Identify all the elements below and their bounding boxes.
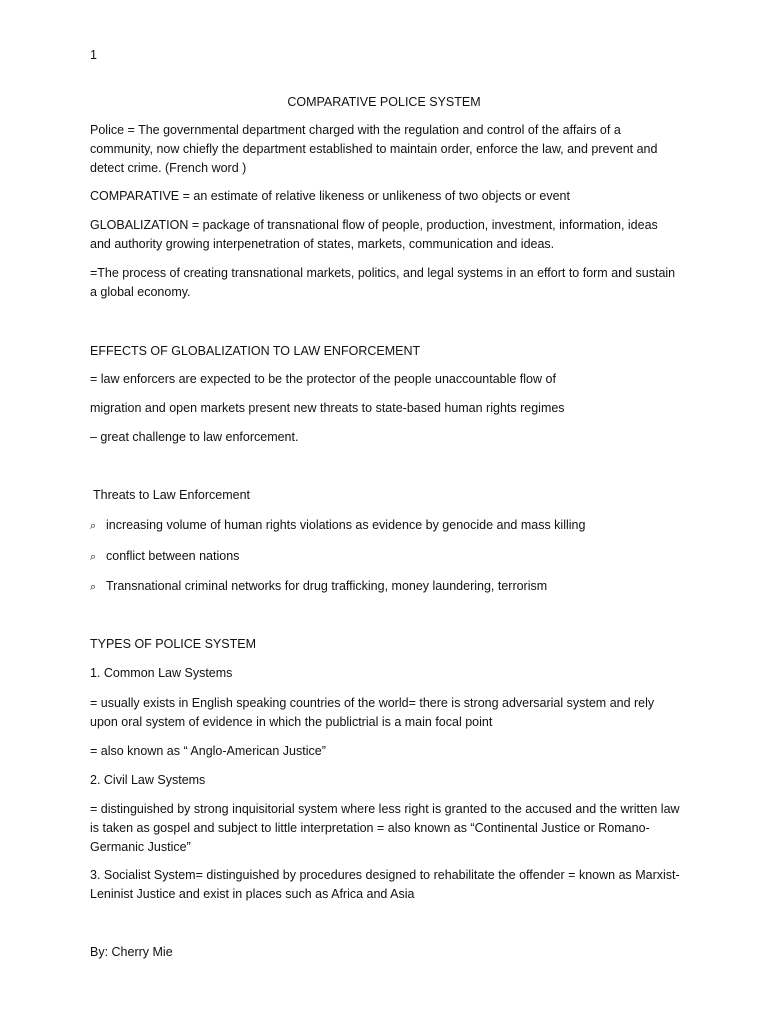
globalization-definition: GLOBALIZATION = package of transnational flow of people, production, investment, information, ideas and authority growing interpenetration of states, markets, communication and ideas. — [90, 218, 658, 251]
police-definition: Police = The governmental department charged with the regulation and control of the affairs of a community, now chiefly the department established to maintain order, enforce the law, and prevent and detect crime. (French word ) — [90, 123, 658, 175]
effects-line-3: – great challenge to law enforcement. — [90, 430, 299, 444]
globalization-process-definition: =The process of creating transnational markets, politics, and legal systems in an effort to form and sustain a global economy. — [90, 266, 676, 299]
effects-line-1: = law enforcers are expected to be the protector of the people unaccountable flow of — [90, 372, 556, 386]
socialist-system-description: 3. Socialist System= distinguished by procedures designed to rehabilitate the offender = known as Marxist-Leninist Justice and exist in places such as Africa and Asia — [90, 868, 680, 901]
threat-item-text: increasing volume of human rights violations as evidence by genocide and mass killing — [106, 518, 586, 532]
civil-law-description: = distinguished by strong inquisitorial system where less right is granted to the accused and the written law is taken as gospel and subject to little interpretation = also known as “Continental Justice or Romano-Germanic Justice” — [90, 802, 680, 854]
effects-heading: EFFECTS OF GLOBALIZATION TO LAW ENFORCEMENT — [90, 344, 421, 358]
threat-item-text: conflict between nations — [106, 549, 240, 563]
civil-law-title: 2. Civil Law Systems — [90, 773, 206, 787]
comparative-definition: COMPARATIVE = an estimate of relative likeness or unlikeness of two objects or event — [90, 189, 570, 203]
page-number: 1 — [90, 48, 97, 62]
common-law-description: = usually exists in English speaking countries of the world= there is strong adversarial system and rely upon oral system of evidence in which the publictrial is a main focal point — [90, 696, 655, 729]
magnifier-bullet-icon: ⌕ — [90, 520, 97, 532]
effects-line-2: migration and open markets present new threats to state-based human rights regimes — [90, 401, 565, 415]
common-law-title: 1. Common Law Systems — [90, 666, 233, 680]
common-law-aka: = also known as “ Anglo-American Justice” — [90, 744, 326, 758]
author-line: By: Cherry Mie — [90, 945, 173, 959]
threat-item — [90, 577, 690, 597]
types-heading: TYPES OF POLICE SYSTEM — [90, 637, 257, 651]
threat-item-text: Transnational criminal networks for drug trafficking, money laundering, terrorism — [106, 579, 548, 593]
threat-item — [90, 516, 690, 536]
threat-item — [90, 547, 690, 567]
magnifier-bullet-icon: ⌕ — [90, 581, 97, 593]
magnifier-bullet-icon: ⌕ — [90, 551, 97, 563]
threats-heading: Threats to Law Enforcement — [93, 488, 251, 502]
document-title: COMPARATIVE POLICE SYSTEM — [287, 95, 481, 109]
